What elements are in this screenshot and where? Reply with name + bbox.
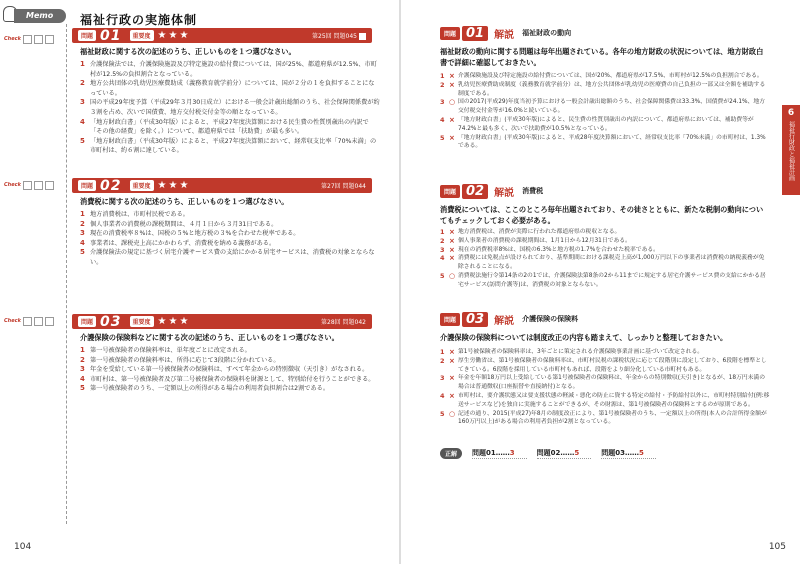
option-item: 4 事業者は、課税売上高にかかわらず、消費税を納める義務がある。 xyxy=(80,238,276,247)
explanation-list-01 xyxy=(440,72,770,151)
explanation-topic: 介護保険の保険料 xyxy=(522,315,579,323)
option-item: 3 現在の消費税率８%は、国税の５%と地方税の３%を合わせた税率である。 xyxy=(80,229,300,238)
problem-bar-01 xyxy=(72,28,372,43)
explanation-item: 3 × 年金を年額18万円以上受給している第1号被保険者の保険料は、年金からの特別徴収(天引き)となるが、18万円未満の場合は普通徴収(口座振替や直接納付)となる。 xyxy=(440,374,766,391)
importance-stars: ★★★ xyxy=(157,316,191,327)
check-row-1 xyxy=(4,34,60,44)
option-item: 1 第一号被保険者の保険料率は、単年度ごとに改定される。 xyxy=(80,346,251,354)
explanation-item: 2 × 個人事業者の消費税の課税期間は、1月1日から12月31日である。 xyxy=(440,236,631,245)
check-row-2 xyxy=(4,180,60,190)
importance-stars: ★★★ xyxy=(157,180,191,191)
memo-column xyxy=(0,0,62,520)
option-item: 2 第一号被保険者の保険料率は、所得に応じて3段階に分かれている。 xyxy=(80,355,280,364)
options-list-01 xyxy=(80,60,380,156)
question-number: 03 xyxy=(462,312,488,327)
question-number: 02 xyxy=(462,184,488,199)
importance-tag: 重要度 xyxy=(130,180,154,191)
source-ref: 第28回 問題042 xyxy=(321,319,366,326)
explanation-item: 4 × 市町村は、要介護状態又は要支援状態の軽減・悪化の防止に資する特定の給付・予防給付以外に、市町村特別給付(例:移送サービスなど)を独自に実施することができるが、その財源は、第1号被保険者の保険料とするのが原則である。 xyxy=(440,391,770,408)
option-item: 1 介護保険法では、介護保険施設及び特定施設の給付費については、国が25%、都道府県が12.5%、市町村が12.5%の負担割合となっている。 xyxy=(80,60,377,78)
importance-stars: ★★★ xyxy=(157,30,191,41)
check-box[interactable] xyxy=(45,35,54,44)
check-box[interactable] xyxy=(23,317,32,326)
option-item: 3 国の平成29年度予算（平成29年３月30日成立）における一般会計歳出総額のうち、社会保障関係費が約３割を占め、次いで国債費、地方交付税交付金等の順となっている。 xyxy=(80,98,380,116)
explanation-item: 3 ○ 国の2017(平成29)年度当初予算における一般会計歳出総額のうち、社会保障関係費は33.3%、国債費が24.1%、地方交付税交付金等が16.0%と続いている。 xyxy=(440,98,765,115)
question-stem: 消費税に関する次の記述のうち、正しいものを１つ選びなさい。 xyxy=(80,197,289,206)
option-item: 3 年金を受給している第一号被保険者の保険料は、すべて年金からの特別徴収（天引き）がなされる。 xyxy=(80,365,369,374)
problem-bar-02 xyxy=(72,178,372,193)
question-stem: 福祉財政に関する次の記述のうち、正しいものを１つ選びなさい。 xyxy=(80,47,296,56)
option-item: 5 介護保険法の規定に基づく居宅介護サービス費の支給にかかる居宅サービスは、消費税の対象とならない。 xyxy=(80,248,375,266)
memo-tab: Memo xyxy=(14,9,66,23)
explanation-item: 5 ○ 記述の通り、2015(平成27)年8月の制度改正により、第1号被保険者のうち、一定額以上の所得(本人の合計所得金額が160万円以上)がある場合の利用者負担が2割となっている。 xyxy=(440,409,767,426)
option-item: 1 地方消費税は、市町村民税である。 xyxy=(80,210,189,218)
chapter-label: 福祉行財政と福祉計画 xyxy=(787,121,795,181)
explanation-item: 2 × 乳幼児医療費助成制度（義務教育就学前分）は、地方公共団体が乳幼児の医療費の自己負担の一部又は全額を補助する制度である。 xyxy=(440,80,766,97)
explanation-item: 5 ○ 消費税法施行令第14条の2の1では、介護保険法第8条の2から11までに規定する居宅介護サービス費の支給にかかる居宅サービス(訪問介護等)は、消費税の対象とならない。 xyxy=(440,271,766,288)
check-label: Check xyxy=(4,182,21,188)
question-stem: 介護保険の保険料などに関する次の記述のうち、正しいものを１つ選びなさい。 xyxy=(80,333,339,342)
answer-item: 問題03……5 xyxy=(601,448,656,459)
check-box[interactable] xyxy=(45,181,54,190)
check-label: Check xyxy=(4,36,21,42)
explanation-lead: 消費税については、ここのところ毎年出題されており、その徒さとともに、新たな税制の動向についてもチェックしておく必要がある。 xyxy=(440,205,764,225)
explanation-header-01 xyxy=(440,26,770,40)
option-item: 5 第一号被保険者のうち、一定額以上の所得がある場合の利用者負担割合は2割である。 xyxy=(80,384,330,393)
question-tag: 問題 xyxy=(440,185,460,198)
explanation-item: 4 × 消費税には免税点が設けられており、基準期間における課税売上高が1,000万円以下の事業者は消費税の納税義務が免除されることになる。 xyxy=(440,254,765,271)
explanation-item: 5 × 「地方財政白書」(平成30年版)によると、平成28年度決算額において、経常収支比率「70%未満」の市町村は、1.3%である。 xyxy=(440,133,766,150)
explanation-item: 1 × 地方消費税は、消費が実際に行われた都道府県の税収となる。 xyxy=(440,228,621,236)
check-box[interactable] xyxy=(34,317,43,326)
explanation-list-03 xyxy=(440,348,770,427)
explanation-keyword: 解説 xyxy=(494,29,515,41)
explanation-lead: 福祉財政の動向に関する問題は毎年出題されている。各年の地方財政の状況については、地方財政白書で詳細に確認しておきたい。 xyxy=(440,47,764,67)
explanation-header-03 xyxy=(440,312,770,326)
question-number: 01 xyxy=(100,27,122,44)
source-ref: 第27回 問題044 xyxy=(321,183,366,190)
page-number-left: 104 xyxy=(14,542,32,552)
problem-bar-03 xyxy=(72,314,372,329)
check-row-3 xyxy=(4,316,60,326)
check-box[interactable] xyxy=(34,181,43,190)
question-tag: 問題 xyxy=(78,316,96,327)
check-box[interactable] xyxy=(34,35,43,44)
explanation-item: 4 × 「地方財政白書」(平成30年版)によると、民生費の性質別歳出の内訳について、都道府県においては、補助費等が74.2%と最も多く、次いで扶助費が10.5%となっている。 xyxy=(440,115,754,132)
explanation-keyword: 解説 xyxy=(494,187,515,199)
option-item: 2 地方公共団体の乳幼児医療費助成（義務教育就学前分）については、国が２分の１を負担することになっている。 xyxy=(80,79,375,97)
source-ref: 第25回 問題045 xyxy=(312,31,366,40)
option-item: 2 個人事業者の消費税の課税期間は、４月１日から３月31日である。 xyxy=(80,219,278,228)
option-item: 4 市町村は、第一号被保険者及び第二号被保険者の保険料を財源として、特別給付を行うことができる。 xyxy=(80,374,375,383)
importance-tag: 重要度 xyxy=(130,30,154,41)
question-number: 01 xyxy=(462,26,488,41)
check-box[interactable] xyxy=(45,317,54,326)
answer-item: 問題01……3 xyxy=(472,448,527,459)
chapter-title: 福祉行政の実施体制 xyxy=(80,13,198,27)
explanation-topic: 消費税 xyxy=(522,187,544,195)
explanation-keyword: 解説 xyxy=(494,315,515,327)
answer-item: 問題02……5 xyxy=(537,448,592,459)
option-item: 4 「地方財政白書」（平成30年版）によると、平成27年度決算額における民生費の性質別歳出の内訳で「その他の経費」を除く。）について、都道府県では「扶助費」が最も多い。 xyxy=(80,117,369,136)
options-list-02 xyxy=(80,210,380,268)
explanation-lead: 介護保険の保険料については制度改正の内容も踏まえて、しっかりと整理しておきたい。 xyxy=(440,333,728,342)
page-number-right: 105 xyxy=(768,542,786,552)
answer-badge: 正解 xyxy=(440,448,462,459)
question-tag: 問題 xyxy=(440,313,460,326)
chapter-side-tab[interactable] xyxy=(782,105,800,195)
explanation-item: 2 × 厚生労働省は、第1号被保険者の保険料率は、市町村民税の課税状況に応じて段階別に設定しており、6段階を標準としてきている。6段階を採用している市町村もあれば、段階をより細分化している市町村もある。 xyxy=(440,356,767,373)
question-tag: 問題 xyxy=(440,27,460,40)
option-item: 5 「地方財政白書」（平成30年版）によると、平成27年度決算額において、経常収支比率「70%未満」の市町村は、約６割に達している。 xyxy=(80,136,377,155)
question-number: 02 xyxy=(100,177,122,194)
explanation-topic: 福祉財政の動向 xyxy=(522,29,572,37)
memo-divider xyxy=(66,24,67,524)
importance-tag: 重要度 xyxy=(130,316,154,327)
answer-row xyxy=(440,446,770,460)
explanation-header-02 xyxy=(440,184,770,198)
check-box[interactable] xyxy=(23,181,32,190)
check-box[interactable] xyxy=(23,35,32,44)
explanation-item: 1 × 介護保険施設及び特定施設の給付費については、国が20%、都道府県が17.5%、市町村が12.5%の負担割合である。 xyxy=(440,72,763,80)
options-list-03 xyxy=(80,346,380,394)
chapter-number: 6 xyxy=(787,108,795,118)
question-number: 03 xyxy=(100,313,122,330)
explanation-list-02 xyxy=(440,228,770,290)
question-tag: 問題 xyxy=(78,180,96,191)
explanation-item: 3 × 現在の消費税率8%は、国税の6.3%と地方税の1.7%を合わせた税率である。 xyxy=(440,245,659,254)
question-tag: 問題 xyxy=(78,30,96,41)
explanation-item: 1 × 第1号被保険者の保険料率は、3年ごとに策定される介護保険事業計画に基づいて改定される。 xyxy=(440,348,704,356)
check-label: Check xyxy=(4,318,21,324)
